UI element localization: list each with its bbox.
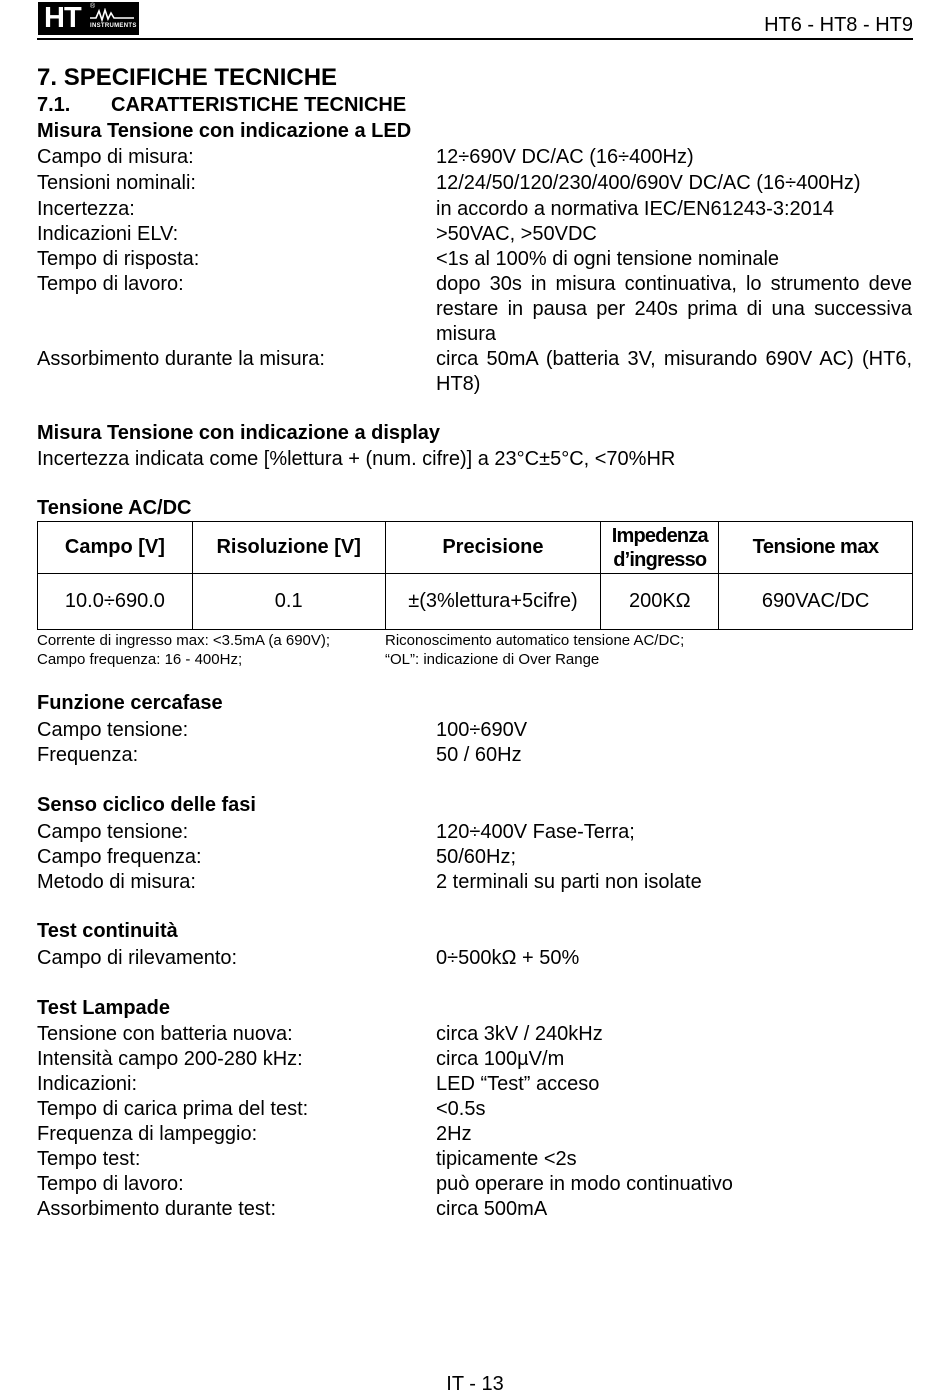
spec-label: Campo di misura:: [37, 146, 194, 168]
page-header: [37, 0, 913, 40]
spec-label: Tempo di risposta:: [37, 248, 200, 270]
spec-value: 12/24/50/120/230/400/690V DC/AC (16÷400Hz): [436, 172, 861, 194]
spec-label: Campo frequenza:: [37, 846, 202, 868]
table-cell: 0.1: [192, 574, 385, 630]
page-number: IT - 13: [446, 1373, 504, 1395]
spec-label: Campo di rilevamento:: [37, 947, 238, 969]
acdc-table-heading: Tensione AC/DC: [37, 497, 192, 519]
spec-label: Assorbimento durante test:: [37, 1198, 277, 1220]
table-header-impedance-line1: Impedenza: [611, 524, 708, 547]
spec-label: Metodo di misura:: [37, 871, 196, 893]
table-cell: 10.0÷690.0: [38, 574, 193, 630]
spec-label: Tempo di carica prima del test:: [37, 1098, 309, 1120]
spec-label: Intensità campo 200-280 kHz:: [37, 1048, 303, 1070]
spec-value: circa 50mA (batteria 3V, misurando 690V AC) (HT6, HT8): [436, 348, 912, 395]
spec-value: 0÷500kΩ + 50%: [436, 947, 580, 969]
spec-value: circa 500mA: [436, 1198, 548, 1220]
spec-value: 120÷400V Fase-Terra;: [436, 821, 635, 843]
table-note: Campo frequenza: 16 - 400Hz;: [37, 651, 243, 668]
table-cell: 690VAC/DC: [719, 574, 913, 630]
spec-value: 2Hz: [436, 1123, 472, 1145]
spec-label: Tempo test:: [37, 1148, 141, 1170]
spec-value: dopo 30s in misura continuativa, lo strumento deve restare in pausa per 240s prima di una successiva misura: [436, 273, 912, 345]
spec-value: può operare in modo continuativo: [436, 1173, 733, 1195]
lamp-test-heading: Test Lampade: [37, 997, 170, 1019]
spec-value: <1s al 100% di ogni tensione nominale: [436, 248, 780, 270]
spec-value: LED “Test” acceso: [436, 1073, 600, 1095]
table-header-cell: Tensione max: [719, 522, 913, 574]
spec-value: circa 100µV/m: [436, 1048, 565, 1070]
spec-value: 50 / 60Hz: [436, 744, 522, 766]
spec-value: >50VAC, >50VDC: [436, 223, 597, 245]
table-header-row: [38, 522, 913, 574]
waveform-icon: [90, 8, 134, 22]
spec-value: circa 3kV / 240kHz: [436, 1023, 603, 1045]
phase-rotation-heading: Senso ciclico delle fasi: [37, 794, 256, 816]
phase-finder-heading: Funzione cercafase: [37, 692, 223, 714]
spec-label: Incertezza:: [37, 198, 135, 220]
section-number: 7.: [37, 64, 58, 91]
subsection-title: [37, 94, 406, 117]
table-note: Corrente di ingresso max: <3.5mA (a 690V);: [37, 632, 331, 649]
table-note: “OL”: indicazione di Over Range: [385, 651, 600, 668]
model-names: HT6 - HT8 - HT9: [764, 14, 913, 36]
table-header-cell: Campo [V]: [38, 522, 193, 574]
table-cell: ±(3%lettura+5cifre): [385, 574, 601, 630]
spec-value: 2 terminali su parti non isolate: [436, 871, 702, 893]
ht-logo: [38, 2, 139, 35]
spec-label: Indicazioni:: [37, 1073, 138, 1095]
spec-label: Campo tensione:: [37, 821, 189, 843]
table-row: [38, 574, 913, 630]
logo-registered-mark: ®: [90, 3, 96, 10]
spec-value: 12÷690V DC/AC (16÷400Hz): [436, 146, 694, 168]
table-note: Riconoscimento automatico tensione AC/DC;: [385, 632, 685, 649]
acdc-spec-table: [37, 521, 913, 630]
spec-label: Tensioni nominali:: [37, 172, 196, 194]
spec-value: 50/60Hz;: [436, 846, 517, 868]
table-header-cell: Precisione: [385, 522, 601, 574]
logo-subtext: INSTRUMENTS: [90, 23, 137, 29]
spec-label: Tempo di lavoro:: [37, 1173, 184, 1195]
subsection-title-text: CARATTERISTICHE TECNICHE: [111, 94, 407, 116]
spec-label: Tempo di lavoro:: [37, 273, 184, 295]
continuity-heading: Test continuità: [37, 920, 178, 942]
spec-value: <0.5s: [436, 1098, 486, 1120]
accuracy-note: Incertezza indicata come [%lettura + (num. cifre)] a 23°C±5°C, <70%HR: [37, 448, 676, 470]
section-title: [37, 64, 337, 92]
spec-label: Assorbimento durante la misura:: [37, 348, 325, 370]
led-voltage-heading: Misura Tensione con indicazione a LED: [37, 120, 412, 142]
display-voltage-heading: Misura Tensione con indicazione a display: [37, 422, 441, 444]
spec-label: Frequenza:: [37, 744, 139, 766]
spec-label: Frequenza di lampeggio:: [37, 1123, 258, 1145]
spec-label: Campo tensione:: [37, 719, 189, 741]
table-cell: 200KΩ: [601, 574, 719, 630]
table-header-cell: Risoluzione [V]: [192, 522, 385, 574]
spec-label: Tensione con batteria nuova:: [37, 1023, 293, 1045]
logo-text: HT: [44, 2, 81, 34]
table-header-cell: [601, 522, 719, 574]
spec-value: 100÷690V: [436, 719, 528, 741]
spec-value: in accordo a normativa IEC/EN61243-3:2014: [436, 198, 835, 220]
subsection-number: 7.1.: [37, 94, 71, 116]
spec-label: Indicazioni ELV:: [37, 223, 179, 245]
section-title-text: SPECIFICHE TECNICHE: [63, 64, 338, 91]
spec-value: tipicamente <2s: [436, 1148, 577, 1170]
table-header-impedance-line2: d’ingresso: [613, 548, 707, 571]
